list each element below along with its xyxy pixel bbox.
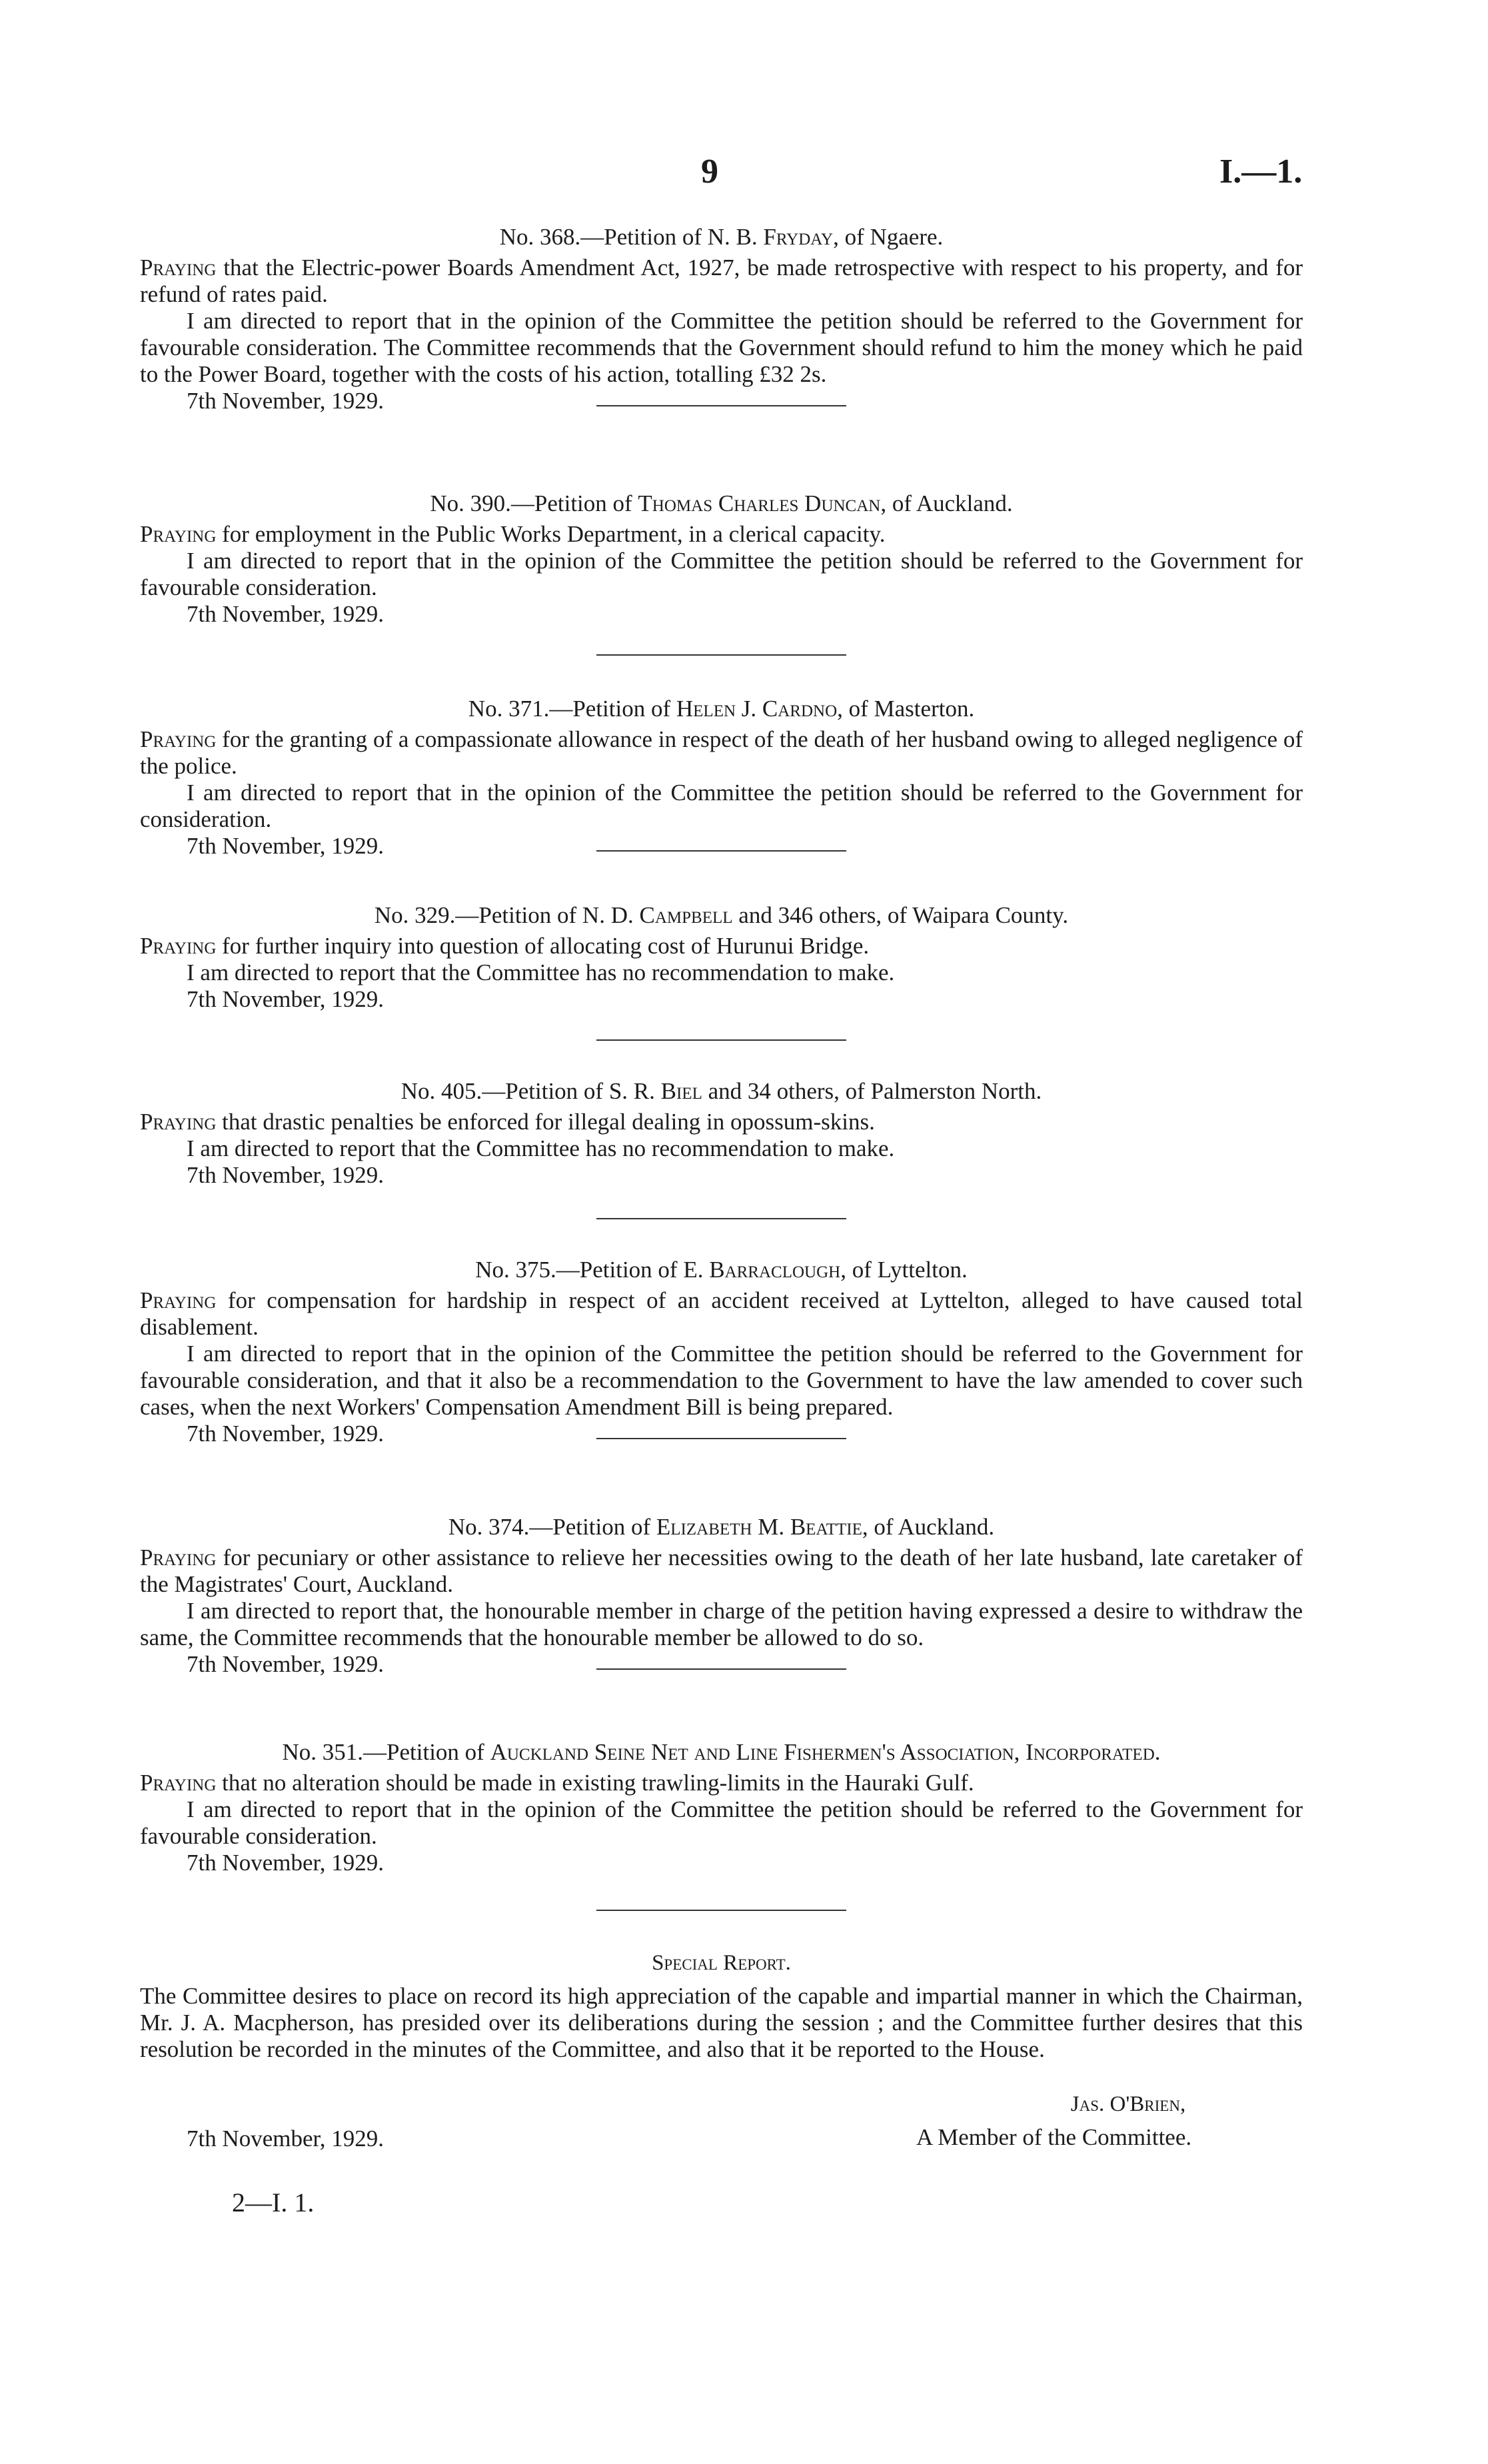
report-paragraph: I am directed to report that in the opinion of the Committee the petition should be referred to the Government for favourable consideration. [140, 548, 1303, 600]
petition-title: No. 375.—Petition of E. Barraclough, of Lyttelton. [475, 1257, 968, 1283]
praying-paragraph: Praying that the Electric-power Boards Amendment Act, 1927, be made retrospective with respect to his property, and for refund of rates paid. [140, 255, 1303, 307]
petition-date: 7th November, 1929. [140, 1421, 1303, 1447]
praying-paragraph: Praying that drastic penalties be enforced for illegal dealing in opossum-skins. [140, 1109, 875, 1135]
praying-paragraph: Praying for employment in the Public Works Department, in a clerical capacity. [140, 521, 886, 547]
separator-rule [596, 1218, 846, 1219]
special-report-heading: Special Report. [652, 1951, 791, 1975]
report-paragraph: I am directed to report that the Committee has no recommendation to make. [187, 959, 895, 985]
signature-mark: 2—I. 1. [232, 2187, 315, 2217]
praying-paragraph: Praying for compensation for hardship in respect of an accident received at Lyttelton, alleged to have caused total disablement. [140, 1287, 1303, 1340]
petitioner-name: Elizabeth M. Beattie [656, 1514, 862, 1540]
special-report-body: The Committee desires to place on record its high appreciation of the capable and impartial manner in which the Chairman, Mr. J. A. Macpherson, has presided over its deliberations during the session ; and the Committee further desires that this resolution be recorded in the minutes of the Committee, and also that it be reported to the House. [140, 1983, 1303, 2062]
petitioner-name: Thomas Charles Duncan [638, 490, 881, 516]
petition-368 [140, 224, 1303, 414]
petition-date: 7th November, 1929. [187, 601, 384, 627]
petitioner-name: Barraclough [709, 1257, 841, 1283]
petition-date: 7th November, 1929. [140, 1651, 1303, 1678]
separator-rule [596, 1039, 846, 1041]
petition-371 [140, 696, 1303, 860]
petition-title: No. 351.—Petition of Auckland Seine Net and Line Fishermen's Association, Incorporated. [282, 1739, 1161, 1765]
separator-rule [596, 405, 846, 406]
page-number: 9 [701, 153, 718, 191]
petition-date: 7th November, 1929. [187, 1850, 384, 1876]
petitioner-name: Campbell [639, 902, 733, 928]
petition-405 [140, 1078, 1303, 1189]
petition-title: No. 374.—Petition of Elizabeth M. Beattie, of Auckland. [448, 1514, 995, 1540]
praying-paragraph: Praying for the granting of a compassionate allowance in respect of the death of her husband owing to alleged negligence of the police. [140, 726, 1303, 779]
petition-title: No. 371.—Petition of Helen J. Cardno, of Masterton. [468, 696, 975, 722]
report-paragraph: I am directed to report that the Committee has no recommendation to make. [187, 1135, 895, 1161]
report-paragraph: I am directed to report that, the honourable member in charge of the petition having expressed a desire to withdraw the same, the Committee recommends that the honourable member be allowed to do so. [140, 1598, 1303, 1650]
report-paragraph: I am directed to report that in the opinion of the Committee the petition should be referred to the Government for favourable consideration, and that it also be a recommendation to the Government to have the law amended to cover such cases, when the next Workers' Compensation Amendment Bill is being prepared. [140, 1341, 1303, 1420]
praying-paragraph: Praying that no alteration should be made in existing trawling-limits in the Hauraki Gulf. [140, 1770, 974, 1796]
separator-rule [596, 1668, 846, 1670]
separator-rule [596, 850, 846, 852]
petitioner-name: Helen J. Cardno [676, 696, 838, 722]
petition-title: No. 368.—Petition of N. B. Fryday, of Ngaere. [499, 224, 944, 250]
special-report-date: 7th November, 1929. [187, 2126, 384, 2152]
petition-390 [140, 490, 1303, 628]
petition-329 [140, 902, 1303, 1013]
praying-paragraph: Praying for further inquiry into question of allocating cost of Hurunui Bridge. [140, 933, 870, 959]
petition-375 [140, 1257, 1303, 1447]
petitioner-name: Biel [660, 1078, 702, 1104]
signer-role: A Member of the Committee. [916, 2124, 1192, 2150]
petition-title: No. 390.—Petition of Thomas Charles Duncan, of Auckland. [430, 490, 1013, 516]
petition-title: No. 405.—Petition of S. R. Biel and 34 others, of Palmerston North. [400, 1078, 1042, 1104]
separator-rule [596, 1910, 846, 1911]
petitioner-name: Auckland Seine Net and Line Fishermen's Association, Incorporated [490, 1739, 1155, 1765]
page-reference: I.—1. [1219, 153, 1303, 191]
petition-374 [140, 1514, 1303, 1678]
report-paragraph: I am directed to report that in the opinion of the Committee the petition should be referred to the Government for favourable consideration. The Committee recommends that the Government should refund to him the money which he paid to the Power Board, together with the costs of his action, totalling £32 2s. [140, 308, 1303, 387]
petition-date: 7th November, 1929. [140, 833, 1303, 860]
signer-name: Jas. O'Brien, [1070, 2092, 1186, 2116]
petition-date: 7th November, 1929. [187, 986, 384, 1012]
report-paragraph: I am directed to report that in the opinion of the Committee the petition should be referred to the Government for consideration. [140, 780, 1303, 832]
praying-paragraph: Praying for pecuniary or other assistance to relieve her necessities owing to the death of her late husband, late caretaker of the Magistrates' Court, Auckland. [140, 1544, 1303, 1597]
report-paragraph: I am directed to report that in the opinion of the Committee the petition should be referred to the Government for favourable consideration. [140, 1796, 1303, 1849]
separator-rule [596, 654, 846, 656]
petition-351 [140, 1739, 1303, 1876]
petition-title: No. 329.—Petition of N. D. Campbell and 346 others, of Waipara County. [374, 902, 1069, 928]
petition-date: 7th November, 1929. [187, 1162, 384, 1188]
petitioner-name: Fryday [763, 224, 834, 250]
separator-rule [596, 1438, 846, 1439]
petition-date: 7th November, 1929. [140, 388, 1303, 414]
